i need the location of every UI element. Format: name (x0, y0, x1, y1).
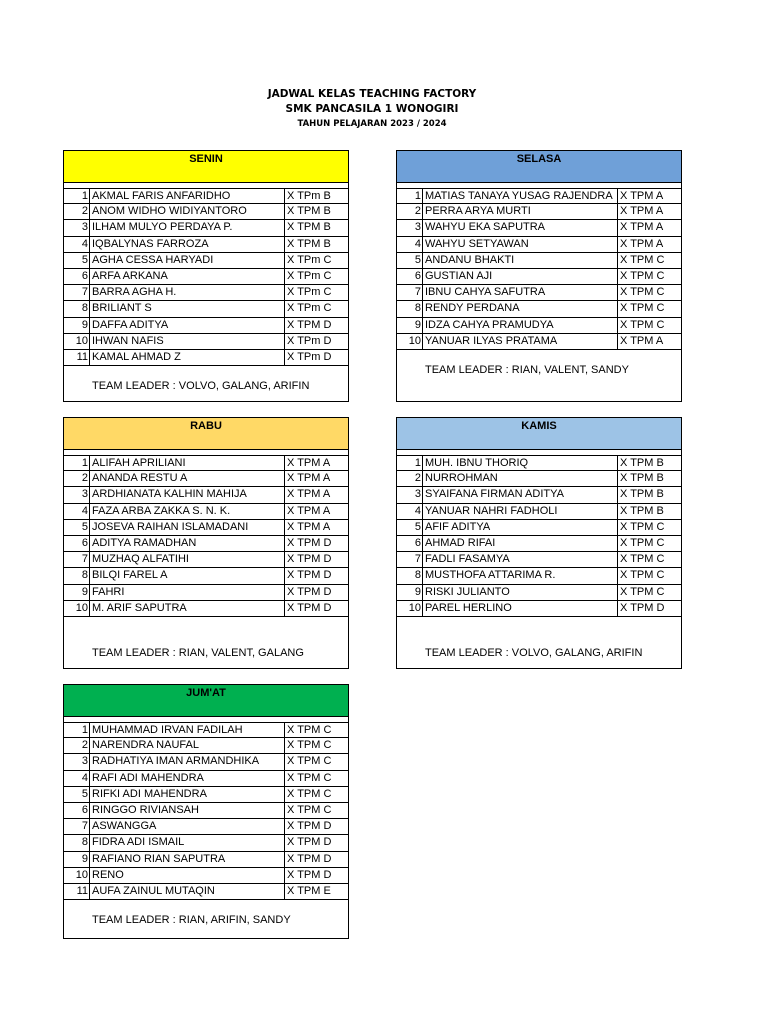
row-number: 4 (397, 237, 423, 253)
student-name: AGHA CESSA HARYADI (90, 253, 285, 269)
table-row (64, 504, 348, 520)
class-code: X TPM D (285, 819, 348, 835)
document-title: JADWAL KELAS TEACHING FACTORY (267, 88, 477, 100)
schedule-block-rabu (63, 417, 349, 669)
table-row (397, 504, 681, 520)
row-number: 1 (397, 455, 423, 471)
row-number: 5 (397, 520, 423, 536)
row-number: 1 (397, 188, 423, 204)
class-code: X TPM D (618, 601, 681, 617)
row-number: 9 (397, 318, 423, 334)
row-number: 1 (64, 455, 90, 471)
student-name: WAHYU EKA SAPUTRA (423, 220, 618, 236)
student-name: IDZA CAHYA PRAMUDYA (423, 318, 618, 334)
table-row (64, 204, 348, 220)
day-header-rabu: RABU (64, 418, 348, 450)
row-number: 10 (64, 334, 90, 350)
class-code: X TPM C (618, 318, 681, 334)
student-list-senin (64, 188, 348, 366)
student-name: RENDY PERDANA (423, 301, 618, 317)
row-number: 8 (64, 301, 90, 317)
row-number: 6 (64, 536, 90, 552)
row-number: 1 (64, 722, 90, 738)
class-code: X TPM C (618, 585, 681, 601)
row-number: 5 (64, 253, 90, 269)
class-code: X TPM A (618, 204, 681, 220)
class-code: X TPM C (618, 520, 681, 536)
table-row (397, 318, 681, 334)
table-row (397, 536, 681, 552)
row-number: 2 (64, 738, 90, 754)
row-number: 7 (397, 285, 423, 301)
student-name: MUZHAQ ALFATIHI (90, 552, 285, 568)
table-row (64, 835, 348, 851)
table-row (397, 334, 681, 350)
student-name: AKMAL FARIS ANFARIDHO (90, 188, 285, 204)
schedule-block-kamis (396, 417, 682, 669)
student-name: ILHAM MULYO PERDAYA P. (90, 220, 285, 236)
class-code: X TPm B (285, 188, 348, 204)
student-name: RENO (90, 868, 285, 884)
student-name: WAHYU SETYAWAN (423, 237, 618, 253)
class-code: X TPM D (285, 601, 348, 617)
table-row (64, 722, 348, 738)
day-header-selasa: SELASA (397, 151, 681, 183)
table-row (397, 487, 681, 503)
row-number: 9 (64, 852, 90, 868)
class-code: X TPM C (618, 301, 681, 317)
table-row (64, 803, 348, 819)
class-code: X TPM B (618, 487, 681, 503)
table-row (397, 520, 681, 536)
row-number: 1 (64, 188, 90, 204)
class-code: X TPm D (285, 334, 348, 350)
class-code: X TPM B (285, 220, 348, 236)
student-name: BRILIANT S (90, 301, 285, 317)
class-code: X TPM B (285, 204, 348, 220)
school-name: SMK PANCASILA 1 WONOGIRI (285, 103, 459, 115)
student-name: BARRA AGHA H. (90, 285, 285, 301)
class-code: X TPM C (285, 738, 348, 754)
row-number: 6 (64, 269, 90, 285)
student-name: BILQI FAREL A (90, 568, 285, 584)
schedule-block-jumat (63, 684, 349, 939)
table-row (397, 220, 681, 236)
table-row (64, 868, 348, 884)
student-name: MUSTHOFA ATTARIMA R. (423, 568, 618, 584)
row-number: 8 (397, 568, 423, 584)
class-code: X TPm C (285, 285, 348, 301)
row-number: 5 (64, 520, 90, 536)
student-name: ARDHIANATA KALHIN MAHIJA (90, 487, 285, 503)
table-row (397, 601, 681, 617)
row-number: 5 (397, 253, 423, 269)
row-number: 8 (64, 568, 90, 584)
class-code: X TPM B (618, 471, 681, 487)
class-code: X TPM A (285, 455, 348, 471)
table-row (64, 487, 348, 503)
table-row (64, 471, 348, 487)
table-row (64, 585, 348, 601)
student-name: JOSEVA RAIHAN ISLAMADANI (90, 520, 285, 536)
row-number: 4 (397, 504, 423, 520)
student-name: MATIAS TANAYA YUSAG RAJENDRA (423, 188, 618, 204)
student-name: ADITYA RAMADHAN (90, 536, 285, 552)
academic-year: TAHUN PELAJARAN 2023 / 2024 (297, 119, 447, 129)
row-number: 3 (64, 487, 90, 503)
table-row (64, 819, 348, 835)
table-row (397, 568, 681, 584)
student-name: RADHATIYA IMAN ARMANDHIKA (90, 754, 285, 770)
class-code: X TPM C (285, 803, 348, 819)
student-name: SYAIFANA FIRMAN ADITYA (423, 487, 618, 503)
table-row (64, 301, 348, 317)
student-name: PAREL HERLINO (423, 601, 618, 617)
student-name: YANUAR NAHRI FADHOLI (423, 504, 618, 520)
class-code: X TPm C (285, 301, 348, 317)
row-number: 9 (64, 318, 90, 334)
student-name: AHMAD RIFAI (423, 536, 618, 552)
day-header-jumat: JUM'AT (64, 685, 348, 717)
class-code: X TPM C (618, 269, 681, 285)
student-name: AUFA ZAINUL MUTAQIN (90, 884, 285, 900)
class-code: X TPM C (285, 722, 348, 738)
class-code: X TPM E (285, 884, 348, 900)
class-code: X TPM C (618, 253, 681, 269)
row-number: 10 (64, 601, 90, 617)
student-name: KAMAL AHMAD Z (90, 350, 285, 366)
student-name: RINGGO RIVIANSAH (90, 803, 285, 819)
class-code: X TPM A (618, 334, 681, 350)
student-name: ANOM WIDHO WIDIYANTORO (90, 204, 285, 220)
class-code: X TPM C (618, 552, 681, 568)
table-row (64, 220, 348, 236)
student-name: IBNU CAHYA SAFUTRA (423, 285, 618, 301)
student-list-jumat (64, 722, 348, 900)
class-code: X TPm D (285, 350, 348, 366)
student-name: NURROHMAN (423, 471, 618, 487)
class-code: X TPM B (618, 455, 681, 471)
table-row (64, 568, 348, 584)
table-row (64, 601, 348, 617)
table-row (64, 552, 348, 568)
schedule-block-senin (63, 150, 349, 402)
student-name: M. ARIF SAPUTRA (90, 601, 285, 617)
row-number: 3 (397, 220, 423, 236)
team-leader-kamis: TEAM LEADER : VOLVO, GALANG, ARIFIN (425, 646, 643, 659)
student-list-rabu (64, 455, 348, 617)
row-number: 9 (397, 585, 423, 601)
student-name: DAFFA ADITYA (90, 318, 285, 334)
row-number: 7 (64, 285, 90, 301)
team-leader-rabu: TEAM LEADER : RIAN, VALENT, GALANG (92, 646, 304, 659)
student-name: IQBALYNAS FARROZA (90, 237, 285, 253)
table-row (397, 455, 681, 471)
class-code: X TPM B (618, 504, 681, 520)
class-code: X TPM D (285, 552, 348, 568)
student-name: FAHRI (90, 585, 285, 601)
table-row (64, 787, 348, 803)
class-code: X TPM D (285, 868, 348, 884)
student-name: MUH. IBNU THORIQ (423, 455, 618, 471)
class-code: X TPM A (618, 220, 681, 236)
class-code: X TPM A (285, 487, 348, 503)
table-row (64, 350, 348, 366)
team-leader-jumat: TEAM LEADER : RIAN, ARIFIN, SANDY (92, 914, 291, 927)
row-number: 6 (397, 269, 423, 285)
row-number: 3 (64, 754, 90, 770)
class-code: X TPM A (285, 504, 348, 520)
row-number: 6 (64, 803, 90, 819)
row-number: 2 (397, 471, 423, 487)
row-number: 11 (64, 884, 90, 900)
row-number: 9 (64, 585, 90, 601)
student-name: FADLI FASAMYA (423, 552, 618, 568)
class-code: X TPM C (618, 568, 681, 584)
class-code: X TPM D (285, 318, 348, 334)
table-row (64, 771, 348, 787)
student-name: RIFKI ADI MAHENDRA (90, 787, 285, 803)
student-name: FAZA ARBA ZAKKA S. N. K. (90, 504, 285, 520)
class-code: X TPM C (618, 536, 681, 552)
student-name: PERRA ARYA MURTI (423, 204, 618, 220)
day-header-kamis: KAMIS (397, 418, 681, 450)
day-header-senin: SENIN (64, 151, 348, 183)
table-row (64, 852, 348, 868)
row-number: 4 (64, 771, 90, 787)
row-number: 7 (397, 552, 423, 568)
student-name: NARENDRA NAUFAL (90, 738, 285, 754)
class-code: X TPM A (285, 471, 348, 487)
student-list-kamis (397, 455, 681, 617)
table-row (64, 884, 348, 900)
table-row (64, 520, 348, 536)
student-name: AFIF ADITYA (423, 520, 618, 536)
table-row (64, 738, 348, 754)
class-code: X TPM A (618, 188, 681, 204)
table-row (397, 585, 681, 601)
table-row (397, 285, 681, 301)
table-row (64, 455, 348, 471)
table-row (397, 204, 681, 220)
table-row (397, 269, 681, 285)
table-row (64, 536, 348, 552)
class-code: X TPM D (285, 835, 348, 851)
student-name: ASWANGGA (90, 819, 285, 835)
class-code: X TPM B (285, 237, 348, 253)
row-number: 8 (64, 835, 90, 851)
row-number: 4 (64, 237, 90, 253)
class-code: X TPm C (285, 253, 348, 269)
class-code: X TPM D (285, 568, 348, 584)
row-number: 10 (64, 868, 90, 884)
student-name: RAFI ADI MAHENDRA (90, 771, 285, 787)
student-name: ALIFAH APRILIANI (90, 455, 285, 471)
class-code: X TPM A (285, 520, 348, 536)
row-number: 2 (397, 204, 423, 220)
row-number: 3 (64, 220, 90, 236)
table-row (64, 285, 348, 301)
student-name: RISKI JULIANTO (423, 585, 618, 601)
class-code: X TPM D (285, 536, 348, 552)
table-row (64, 253, 348, 269)
table-row (64, 334, 348, 350)
student-name: ANANDA RESTU A (90, 471, 285, 487)
table-row (397, 188, 681, 204)
table-row (64, 188, 348, 204)
class-code: X TPM C (285, 771, 348, 787)
row-number: 3 (397, 487, 423, 503)
student-name: GUSTIAN AJI (423, 269, 618, 285)
student-list-selasa (397, 188, 681, 350)
table-row (64, 754, 348, 770)
table-row (64, 269, 348, 285)
table-row (397, 471, 681, 487)
student-name: ARFA ARKANA (90, 269, 285, 285)
class-code: X TPM C (618, 285, 681, 301)
class-code: X TPM C (285, 754, 348, 770)
row-number: 6 (397, 536, 423, 552)
class-code: X TPM D (285, 852, 348, 868)
row-number: 4 (64, 504, 90, 520)
row-number: 5 (64, 787, 90, 803)
team-leader-selasa: TEAM LEADER : RIAN, VALENT, SANDY (425, 363, 629, 376)
row-number: 7 (64, 552, 90, 568)
student-name: ANDANU BHAKTI (423, 253, 618, 269)
document-header (0, 87, 744, 131)
row-number: 2 (64, 204, 90, 220)
schedule-block-selasa (396, 150, 682, 402)
row-number: 11 (64, 350, 90, 366)
student-name: MUHAMMAD IRVAN FADILAH (90, 722, 285, 738)
row-number: 10 (397, 601, 423, 617)
class-code: X TPm C (285, 269, 348, 285)
table-row (64, 318, 348, 334)
table-row (397, 552, 681, 568)
student-name: IHWAN NAFIS (90, 334, 285, 350)
row-number: 8 (397, 301, 423, 317)
class-code: X TPM A (618, 237, 681, 253)
table-row (397, 253, 681, 269)
class-code: X TPM C (285, 787, 348, 803)
table-row (397, 301, 681, 317)
class-code: X TPM D (285, 585, 348, 601)
row-number: 10 (397, 334, 423, 350)
team-leader-senin: TEAM LEADER : VOLVO, GALANG, ARIFIN (92, 380, 310, 393)
table-row (397, 237, 681, 253)
table-row (64, 237, 348, 253)
row-number: 2 (64, 471, 90, 487)
student-name: RAFIANO RIAN SAPUTRA (90, 852, 285, 868)
row-number: 7 (64, 819, 90, 835)
student-name: YANUAR ILYAS PRATAMA (423, 334, 618, 350)
student-name: FIDRA ADI ISMAIL (90, 835, 285, 851)
